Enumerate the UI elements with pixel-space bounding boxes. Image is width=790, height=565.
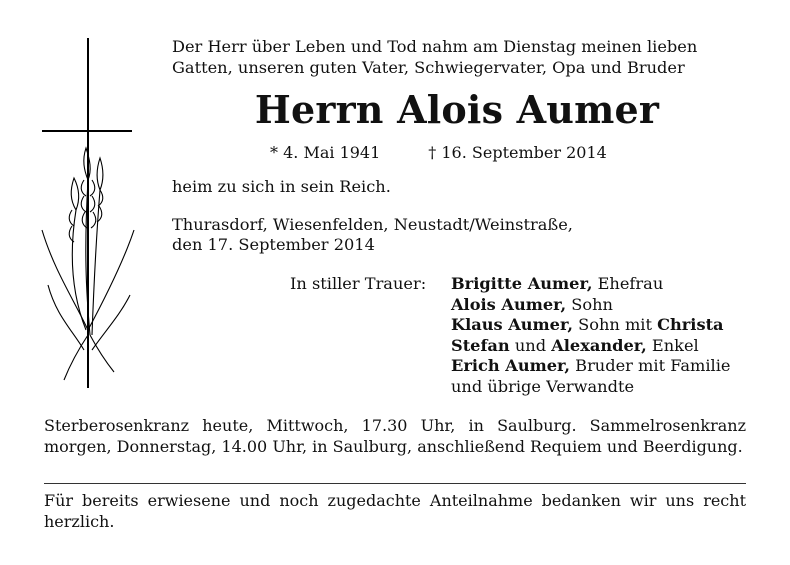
mourner-name: Alois Aumer, (451, 294, 567, 314)
rosary-notice: Sterberosenkranz heute, Mittwoch, 17.30 Uhr, in Saulburg. Sammelrosenkranz morgen, Donnerstag, 14.00 Uhr, in Saulburg, anschließend Requiem und Beerdigung. (44, 416, 746, 456)
mourner-name: Christa (657, 315, 724, 334)
place-line: Thurasdorf, Wiesenfelden, Neustadt/Weinstraße, (172, 215, 573, 234)
mourner-name: Erich Aumer, (451, 356, 571, 375)
mourner-relation: und (509, 335, 552, 355)
mourner-relation: Ehefrau (592, 274, 664, 293)
mourners-list (451, 274, 730, 397)
mourner-line (451, 315, 730, 336)
home-text: heim zu sich in sein Reich. (172, 177, 391, 196)
cross-icon (34, 30, 144, 400)
mourner-line (451, 356, 730, 377)
thanks-text: Für bereits erwiesene und noch zugedachte Anteilnahme bedanken wir uns recht herzlich. (44, 491, 746, 531)
life-dates (270, 143, 607, 163)
mourner-line (451, 336, 730, 357)
mourner-name: Alexander, (551, 335, 647, 355)
mourner-relation: Bruder mit Familie (570, 356, 731, 375)
mourners-label: In stiller Trauer: (290, 274, 427, 293)
deceased-name: Herrn Alois Aumer (254, 87, 660, 132)
birth-date: * 4. Mai 1941 (270, 143, 381, 162)
mourner-relation: und übrige Verwandte (451, 376, 635, 396)
death-date: † 16. September 2014 (428, 143, 607, 162)
intro-line: Gatten, unseren guten Vater, Schwiegervater, Opa und Bruder (172, 58, 685, 77)
divider (44, 483, 746, 484)
mourner-relation: Enkel (646, 335, 699, 355)
mourner-name: Klaus Aumer, (451, 315, 573, 334)
mourner-relation: Sohn mit (572, 315, 658, 334)
intro-text (172, 36, 762, 78)
date-line: den 17. September 2014 (172, 235, 375, 254)
mourner-name: Stefan (451, 335, 510, 355)
mourner-line (451, 377, 730, 398)
mourner-line (451, 295, 730, 316)
mourner-relation: Sohn (566, 294, 613, 314)
mourner-line (451, 274, 730, 295)
place-and-date (172, 215, 573, 255)
cross-with-wheat-icon (34, 30, 144, 400)
intro-line: Der Herr über Leben und Tod nahm am Dienstag meinen lieben (172, 37, 698, 56)
mourner-name: Brigitte Aumer, (451, 274, 593, 293)
